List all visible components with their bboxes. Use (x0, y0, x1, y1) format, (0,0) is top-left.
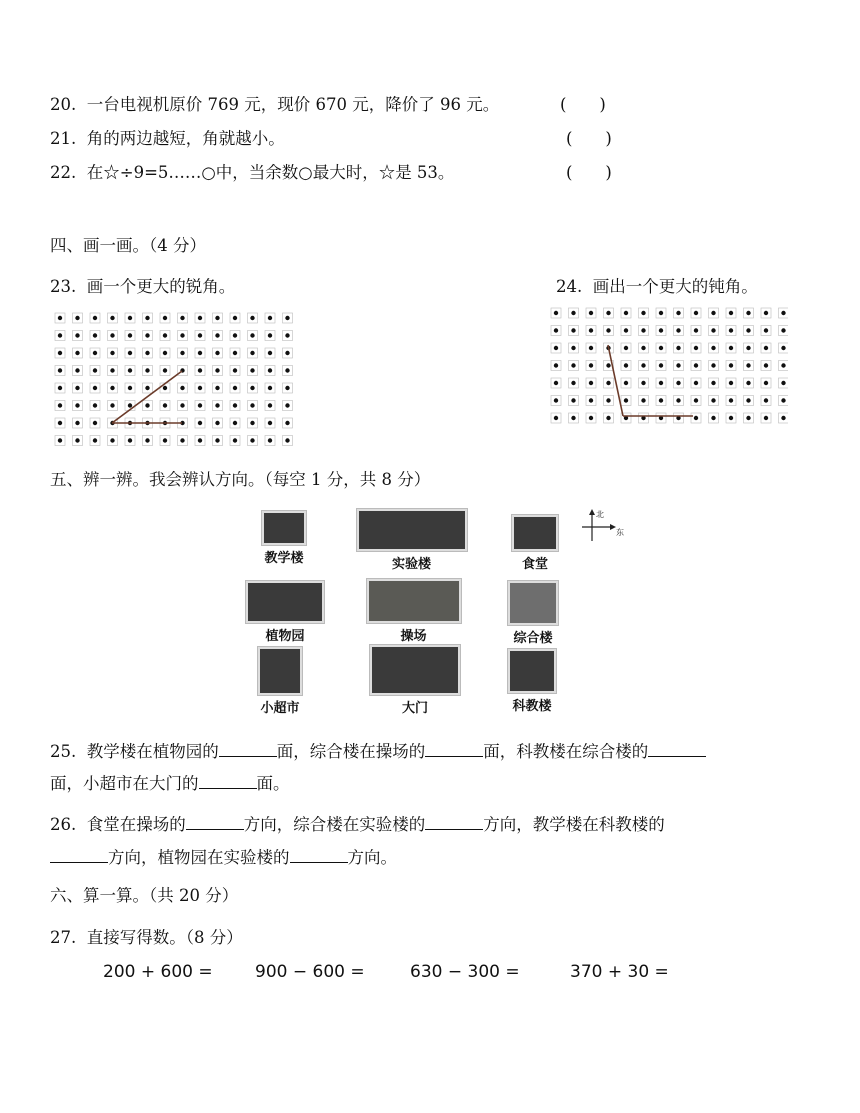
grid-dot (729, 328, 733, 332)
grid-dot (215, 316, 219, 320)
section-title-draw: 四、画一画。（4 分） (50, 236, 206, 255)
grid-dot (145, 316, 149, 320)
building-image (508, 581, 558, 625)
answer-paren-22[interactable]: ( ) (566, 163, 612, 182)
grid-dot (571, 346, 575, 350)
grid-dot (58, 438, 62, 442)
grid-dot (729, 416, 733, 420)
grid-dot (110, 368, 114, 372)
grid-dot (571, 311, 575, 315)
grid-dot (694, 398, 698, 402)
grid-dot (233, 421, 237, 425)
grid-dot (268, 333, 272, 337)
question-22 (50, 159, 454, 183)
grid-dot (729, 381, 733, 385)
garden-image (246, 581, 324, 623)
compass-east-label: 东 (616, 528, 624, 537)
grid-dot (93, 386, 97, 390)
grid-dot (93, 351, 97, 355)
grid-dot (145, 386, 149, 390)
grid-dot (606, 328, 610, 332)
grid-dot (75, 386, 79, 390)
grid-dot (746, 363, 750, 367)
grid-dot (285, 351, 289, 355)
grid-dot (589, 311, 593, 315)
question-number: 23. (50, 277, 77, 296)
question-26-line2: 方向，植物园在实验楼的 方向。 (50, 844, 397, 868)
grid-dot (285, 438, 289, 442)
grid-dot (676, 363, 680, 367)
grid-dot (764, 398, 768, 402)
grid-dot (250, 316, 254, 320)
grid-dot (145, 333, 149, 337)
grid-dot (694, 381, 698, 385)
answer-blank[interactable] (648, 742, 706, 757)
grid-dot (128, 368, 132, 372)
grid-dot (589, 381, 593, 385)
grid-dot (93, 403, 97, 407)
grid-dot (180, 333, 184, 337)
grid-dot (110, 351, 114, 355)
grid-dot (764, 328, 768, 332)
grid-dot (729, 346, 733, 350)
grid-dot (746, 311, 750, 315)
grid-dot (198, 438, 202, 442)
grid-dot (215, 403, 219, 407)
grid-dot (676, 381, 680, 385)
grid-dot (571, 398, 575, 402)
grid-dot (110, 403, 114, 407)
grid-dot (764, 346, 768, 350)
grid-dot (75, 316, 79, 320)
grid-dot (128, 316, 132, 320)
answer-blank[interactable] (186, 815, 244, 830)
grid-dot (145, 438, 149, 442)
question-text: 一台电视机原价 769 元，现价 670 元，降价了 96 元。 (86, 95, 500, 114)
question-text: 在☆÷9=5……○中，当余数○最大时，☆是 53。 (86, 163, 455, 182)
grid-dot (75, 403, 79, 407)
grid-dot (589, 363, 593, 367)
grid-dot (268, 403, 272, 407)
grid-dot (746, 398, 750, 402)
grid-dot (128, 351, 132, 355)
grid-dot (58, 368, 62, 372)
grid-dot (606, 381, 610, 385)
grid-dot (75, 333, 79, 337)
grid-dot (250, 333, 254, 337)
grid-dot (781, 363, 785, 367)
answer-blank[interactable] (425, 742, 483, 757)
grid-dot (250, 386, 254, 390)
place-canteen: 食堂 (510, 515, 560, 572)
grid-dot (233, 316, 237, 320)
grid-dot (268, 368, 272, 372)
place-science: 科教楼 (504, 649, 560, 714)
grid-dot (676, 346, 680, 350)
grid-dot (233, 351, 237, 355)
place-playground: 操场 (366, 579, 461, 644)
grid-dot (764, 381, 768, 385)
grid-dot (571, 363, 575, 367)
grid-dot (676, 311, 680, 315)
grid-dot (198, 386, 202, 390)
place-gate: 大门 (370, 645, 460, 716)
grid-dot (58, 333, 62, 337)
grid-dot (215, 438, 219, 442)
grid-dot (711, 346, 715, 350)
grid-dot (233, 368, 237, 372)
answer-blank[interactable] (219, 742, 277, 757)
grid-dot (128, 333, 132, 337)
grid-dot (746, 346, 750, 350)
grid-dot (110, 316, 114, 320)
grid-dot (215, 333, 219, 337)
grid-dot (641, 328, 645, 332)
question-text: 画一个更大的锐角。 (86, 277, 236, 296)
grid-dot (180, 438, 184, 442)
dot-grid-acute[interactable] (50, 306, 302, 448)
grid-dot (659, 381, 663, 385)
answer-blank[interactable] (50, 848, 108, 863)
grid-dot (215, 351, 219, 355)
grid-dot (606, 363, 610, 367)
grid-dot (110, 438, 114, 442)
grid-dot (606, 311, 610, 315)
grid-dot (93, 421, 97, 425)
grid-dot (180, 403, 184, 407)
grid-dot (58, 351, 62, 355)
grid-dot (641, 398, 645, 402)
question-number: 22. (50, 163, 77, 182)
grid-dot (180, 386, 184, 390)
answer-blank[interactable] (425, 815, 483, 830)
grid-dot (58, 316, 62, 320)
dot-grid-obtuse[interactable] (548, 303, 788, 443)
grid-dot (163, 438, 167, 442)
grid-dot (285, 386, 289, 390)
question-number: 26. (50, 815, 77, 834)
grid-dot (198, 333, 202, 337)
grid-dot (711, 363, 715, 367)
campus-map (242, 503, 627, 718)
compass-north-label: 北 (596, 510, 604, 519)
grid-dot (659, 328, 663, 332)
place-garden: 植物园 (246, 581, 324, 644)
question-25-line2: 面，小超市在大门的 面。 (50, 774, 290, 793)
grid-dot (198, 316, 202, 320)
grid-dot (589, 346, 593, 350)
grid-dot (554, 416, 558, 420)
equation-1[interactable]: 200 + 600 = (103, 962, 213, 982)
grid-dot (163, 368, 167, 372)
grid-dot (198, 421, 202, 425)
grid-dot (711, 398, 715, 402)
grid-dot (729, 363, 733, 367)
grid-dot (250, 403, 254, 407)
grid-dot (711, 381, 715, 385)
grid-dot (746, 416, 750, 420)
place-teaching: 教学楼 (254, 511, 314, 566)
grid-dot (198, 403, 202, 407)
grid-dot (781, 398, 785, 402)
question-number: 27. (50, 928, 77, 947)
grid-dot (711, 416, 715, 420)
grid-dot (641, 381, 645, 385)
grid-dot (764, 416, 768, 420)
grid-dot (233, 333, 237, 337)
grid-dot (180, 351, 184, 355)
grid-dot (75, 351, 79, 355)
grid-dot (250, 368, 254, 372)
question-20 (50, 91, 499, 115)
grid-dot (163, 316, 167, 320)
grid-dot (110, 333, 114, 337)
grid-dot (589, 328, 593, 332)
grid-dot (659, 363, 663, 367)
question-23 (50, 273, 235, 297)
grid-dot (215, 386, 219, 390)
answer-paren-21[interactable]: ( ) (566, 129, 612, 148)
grid-dot (554, 346, 558, 350)
grid-dot (285, 421, 289, 425)
grid-dot (233, 403, 237, 407)
question-number: 20. (50, 95, 77, 114)
grid-dot (589, 416, 593, 420)
grid-dot (554, 381, 558, 385)
question-text: 角的两边越短，角就越小。 (86, 129, 285, 148)
grid-dot (606, 398, 610, 402)
equation-2[interactable]: 900 − 600 = (255, 962, 365, 982)
grid-dot (215, 421, 219, 425)
place-complex: 综合楼 (506, 581, 560, 646)
grid-dot (145, 368, 149, 372)
grid-dot (571, 328, 575, 332)
grid-dot (58, 386, 62, 390)
answer-blank[interactable] (290, 848, 348, 863)
grid-dot (641, 363, 645, 367)
answer-blank[interactable] (199, 774, 257, 789)
grid-dot (781, 328, 785, 332)
grid-dot (624, 328, 628, 332)
grid-dot (589, 398, 593, 402)
grid-dot (110, 386, 114, 390)
grid-dot (58, 403, 62, 407)
grid-dot (729, 398, 733, 402)
grid-dot (250, 421, 254, 425)
grid-dot (128, 403, 132, 407)
grid-dot (250, 438, 254, 442)
question-number: 24. (556, 277, 583, 296)
grid-dot (268, 351, 272, 355)
grid-dot (58, 421, 62, 425)
grid-dot (571, 381, 575, 385)
grid-dot (659, 398, 663, 402)
grid-dot (268, 421, 272, 425)
grid-dot (75, 368, 79, 372)
grid-dot (624, 381, 628, 385)
grid-dot (93, 368, 97, 372)
question-21 (50, 125, 285, 149)
grid-dot (711, 328, 715, 332)
grid-dot (180, 316, 184, 320)
grid-dot (641, 311, 645, 315)
grid-dot (571, 416, 575, 420)
grid-dot (606, 416, 610, 420)
grid-dot (746, 381, 750, 385)
equation-4[interactable]: 370 + 30 = (570, 962, 669, 982)
grid-dot (163, 333, 167, 337)
question-number: 21. (50, 129, 77, 148)
question-25-line1: 25. 教学楼在植物园的 面，综合楼在操场的 面，科教楼在综合楼的 (50, 738, 706, 762)
place-market: 小超市 (250, 647, 310, 716)
grid-dot (93, 438, 97, 442)
grid-dot (781, 346, 785, 350)
question-text: 直接写得数。（8 分） (86, 928, 243, 947)
grid-dot (624, 311, 628, 315)
grid-dot (93, 333, 97, 337)
grid-dot (764, 363, 768, 367)
grid-dot (624, 398, 628, 402)
grid-dot (268, 316, 272, 320)
grid-dot (163, 403, 167, 407)
grid-dot (233, 386, 237, 390)
grid-dot (729, 311, 733, 315)
grid-dot (93, 316, 97, 320)
grid-dot (75, 421, 79, 425)
answer-paren-20[interactable]: ( ) (560, 95, 606, 114)
grid-dot (676, 398, 680, 402)
grid-dot (75, 438, 79, 442)
gate-image (370, 645, 460, 695)
section-title-direction: 五、辨一辨。我会辨认方向。（每空 1 分，共 8 分） (50, 470, 431, 489)
compass-icon (568, 507, 624, 543)
grid-dot (198, 351, 202, 355)
question-27 (50, 924, 243, 948)
grid-dot (624, 363, 628, 367)
grid-dot (128, 386, 132, 390)
grid-dot (659, 346, 663, 350)
grid-dot (694, 328, 698, 332)
grid-dot (694, 346, 698, 350)
grid-dot (554, 363, 558, 367)
place-lab: 实验楼 (354, 509, 469, 572)
section-title-calc: 六、算一算。（共 20 分） (50, 886, 239, 905)
equation-3[interactable]: 630 − 300 = (410, 962, 520, 982)
grid-dot (676, 328, 680, 332)
grid-dot (694, 363, 698, 367)
grid-dot (554, 328, 558, 332)
grid-dot (659, 311, 663, 315)
playground-image (367, 579, 461, 623)
grid-dot (554, 311, 558, 315)
question-text: 画出一个更大的钝角。 (592, 277, 758, 296)
grid-dot (285, 368, 289, 372)
question-24 (556, 273, 758, 297)
grid-dot (163, 351, 167, 355)
grid-dot (233, 438, 237, 442)
grid-dot (285, 403, 289, 407)
grid-dot (285, 316, 289, 320)
grid-dot (215, 368, 219, 372)
grid-dot (268, 438, 272, 442)
grid-dot (145, 351, 149, 355)
grid-dot (285, 333, 289, 337)
grid-dot (764, 311, 768, 315)
building-image (258, 647, 302, 695)
building-image (512, 515, 558, 551)
grid-dot (711, 311, 715, 315)
grid-dot (781, 381, 785, 385)
grid-dot (781, 311, 785, 315)
grid-dot (641, 346, 645, 350)
grid-dot (163, 386, 167, 390)
grid-dot (250, 351, 254, 355)
grid-dot (198, 368, 202, 372)
question-number: 25. (50, 742, 77, 761)
grid-dot (128, 438, 132, 442)
building-image (508, 649, 556, 693)
grid-dot (268, 386, 272, 390)
grid-dot (145, 403, 149, 407)
grid-dot (624, 346, 628, 350)
grid-dot (746, 328, 750, 332)
grid-dot (781, 416, 785, 420)
grid-dot (554, 398, 558, 402)
grid-dot (694, 416, 698, 420)
question-26-line1: 26. 食堂在操场的 方向，综合楼在实验楼的 方向，教学楼在科教楼的 (50, 815, 665, 834)
building-image (262, 511, 306, 545)
grid-dot (694, 311, 698, 315)
building-image (357, 509, 467, 551)
